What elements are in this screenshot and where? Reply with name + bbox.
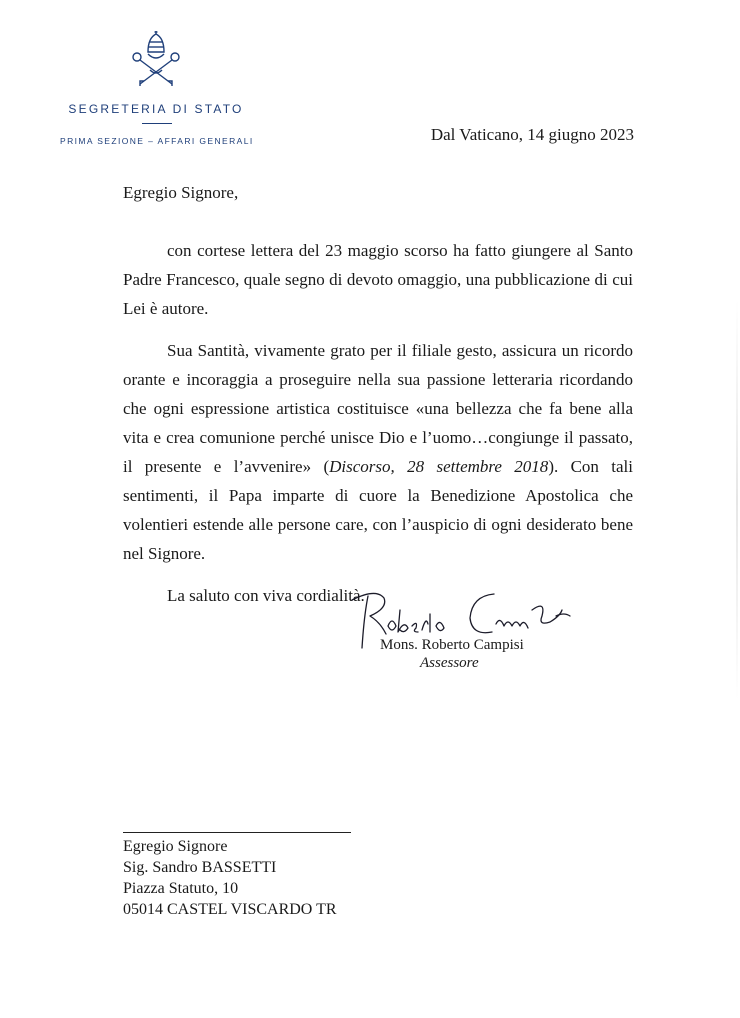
address-divider bbox=[123, 832, 351, 833]
address-line-4: 05014 CASTEL VISCARDO TR bbox=[123, 901, 337, 918]
citation: Discorso, 28 settembre 2018 bbox=[329, 457, 549, 476]
paragraph-2-text: Sua Santità, vivamente grato per il filiale gesto, assicura un ricordo orante e incoraggia a proseguire nella sua passione letteraria ricordando che ogni espressione artistica costituisce «una bellezza che fa bene alla vita e crea comunione perché unisce Dio e l’uomo…congiunge il passato, il presente e l’avvenire» ( bbox=[123, 341, 633, 476]
salutation: Egregio Signore, bbox=[123, 183, 239, 202]
signer-role: Assessore bbox=[420, 655, 479, 671]
scan-edge-artifact bbox=[736, 300, 738, 700]
letter-body bbox=[123, 236, 633, 610]
letter-date: Dal Vaticano, 14 giugno 2023 bbox=[430, 125, 634, 144]
address-line-3: Piazza Statuto, 10 bbox=[123, 880, 239, 897]
paragraph-2-text-end: ). Con tali sentimenti, il Papa imparte di cuore la Benedizione Apostolica che volentieri estende alle persone care, con l’auspicio di ogni desiderato bene nel Signore. bbox=[123, 457, 633, 563]
signer-name: Mons. Roberto Campisi bbox=[380, 637, 524, 653]
address-line-2: Sig. Sandro BASSETTI bbox=[123, 859, 277, 876]
letterhead-subtitle: PRIMA SEZIONE – AFFARI GENERALI bbox=[60, 136, 254, 146]
recipient-address bbox=[123, 836, 337, 920]
paragraph-2 bbox=[123, 336, 633, 568]
address-line-1: Egregio Signore bbox=[123, 838, 228, 855]
letterhead-title: SEGRETERIA DI STATO bbox=[68, 102, 244, 116]
letterhead-divider bbox=[142, 123, 172, 124]
paragraph-1: con cortese lettera del 23 maggio scorso ha fatto giungere al Santo Padre Francesco, quale segno di devoto omaggio, una pubblicazione di cui Lei è autore. bbox=[123, 241, 633, 318]
closing-line: La saluto con viva cordialità. bbox=[167, 586, 365, 605]
papal-coat-of-arms-icon bbox=[128, 30, 184, 90]
